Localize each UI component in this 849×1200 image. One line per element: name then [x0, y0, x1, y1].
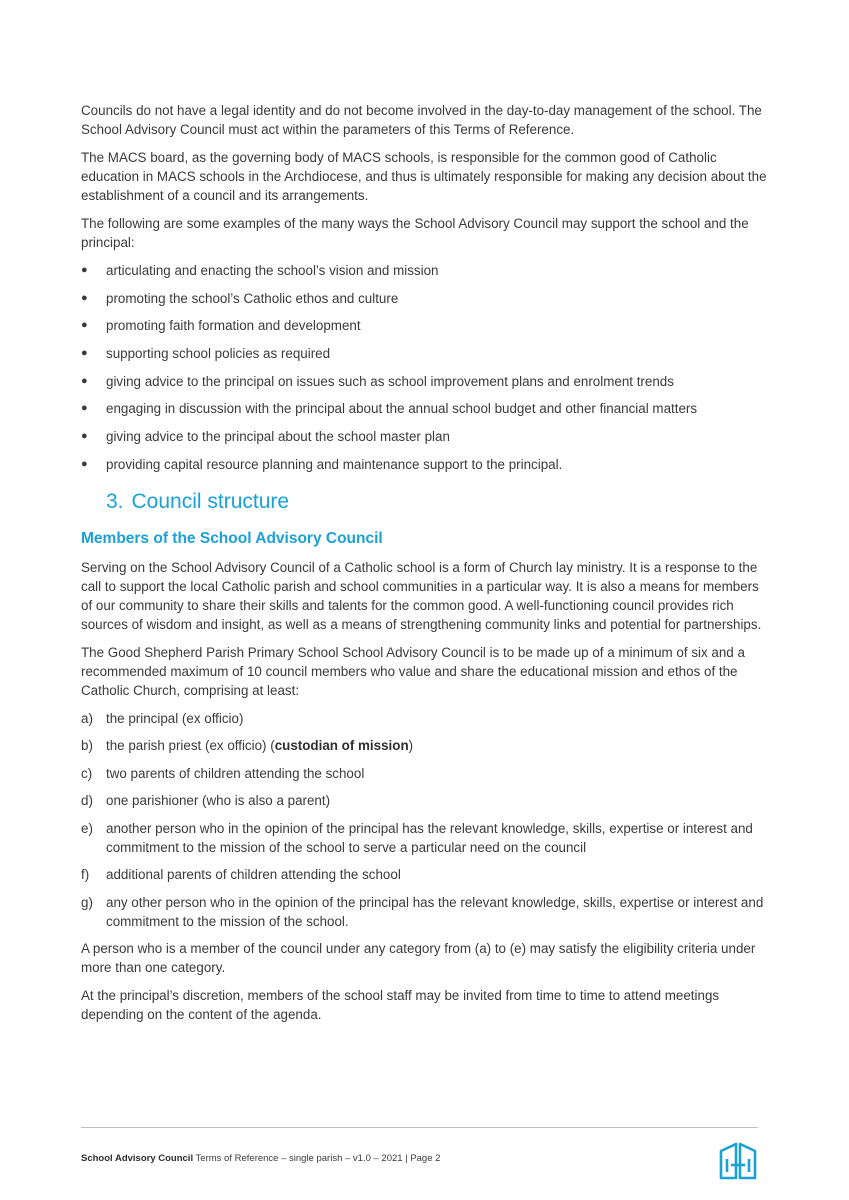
list-marker: a) [81, 710, 93, 726]
list-item-bold-text: custodian of mission [274, 738, 409, 754]
list-item-text: the parish priest (ex officio) ( [106, 738, 275, 754]
list-item: ● promoting faith formation and development [81, 316, 771, 335]
list-item [81, 865, 771, 884]
list-item-text: another person who in the opinion of the principal has the relevant knowledge, skills, expertise or interest and commitment to the mission of the school to serve a particular need on the council [106, 820, 753, 855]
list-item-text: two parents of children attending the school [106, 765, 365, 781]
list-marker: g) [81, 894, 93, 910]
page-content [81, 101, 771, 1033]
list-item: ● articulating and enacting the school’s vision and mission [81, 261, 771, 280]
list-item: ● engaging in discussion with the principal about the annual school budget and other financial matters [81, 399, 771, 418]
members-paragraph-2: The Good Shepherd Parish Primary School School Advisory Council is to be made up of a minimum of six and a recommended maximum of 10 council members who value and share the educational mission and ethos of the Catholic Church, comprising at least: [81, 644, 745, 698]
closing-paragraph-1: A person who is a member of the council under any category from (a) to (e) may satisfy the eligibility criteria under more than one category. [81, 941, 756, 976]
list-marker: c) [81, 765, 93, 781]
list-item [81, 709, 771, 728]
list-marker: f) [81, 867, 90, 883]
footer-bold-title: School Advisory Council [81, 1153, 194, 1164]
intro-paragraph-3: The following are some examples of the many ways the School Advisory Council may support the school and the principal: [81, 216, 749, 250]
footer-rest: Terms of Reference – single parish – v1.0 – 2021 | Page 2 [193, 1153, 441, 1164]
list-item-text: additional parents of children attending the school [106, 867, 401, 883]
support-bullet-list [81, 261, 771, 474]
list-marker: b) [81, 738, 93, 754]
list-item-text: the principal (ex officio) [106, 710, 244, 726]
closing-paragraph-2: At the principal’s discretion, members of the school staff may be invited from time to time to attend meetings depending on the content of the agenda. [81, 988, 720, 1023]
list-item: ● promoting the school’s Catholic ethos and culture [81, 289, 771, 308]
section-number: 3. [106, 489, 124, 513]
list-item: ● giving advice to the principal on issues such as school improvement plans and enrolment trends [81, 372, 771, 391]
intro-paragraph-1: Councils do not have a legal identity and do not become involved in the day-to-day management of the school. The School Advisory Council must act within the parameters of this Terms of Reference. [81, 103, 762, 137]
subsection-heading: Members of the School Advisory Council [81, 529, 383, 547]
list-item-text-after: ) [408, 738, 414, 754]
list-item: ● supporting school policies as required [81, 344, 771, 363]
section-heading [106, 488, 771, 516]
members-paragraph-1: Serving on the School Advisory Council of a Catholic school is a form of Church lay ministry. It is a response to the call to support the local Catholic parish and school communities in a particular way. It is also a means for members of our community to share their skills and talents for the common good. A well-functioning council provides rich sources of wisdom and insight, as well as a means of strengthening community links and potential for partnerships. [81, 559, 762, 632]
section-title: Council structure [131, 489, 290, 513]
list-item [81, 893, 771, 931]
list-item: ● giving advice to the principal about the school master plan [81, 427, 771, 446]
members-list [81, 709, 771, 931]
list-item [81, 736, 771, 755]
list-item: ● providing capital resource planning and maintenance support to the principal. [81, 455, 771, 474]
list-item-text: any other person who in the opinion of the principal has the relevant knowledge, skills, expertise or interest and commitment to the mission of the school. [106, 894, 764, 929]
list-item [81, 764, 771, 783]
list-item [81, 819, 771, 857]
list-item [81, 791, 771, 810]
list-marker: d) [81, 793, 93, 809]
intro-paragraph-2: The MACS board, as the governing body of MACS schools, is responsible for the common good of Catholic education in MACS schools in the Archdiocese, and thus is ultimately responsible for making any decision about the establishment of a council and its arrangements. [81, 150, 767, 203]
footer-divider [81, 1127, 758, 1128]
list-marker: e) [81, 820, 93, 836]
list-item-text: one parishioner (who is also a parent) [106, 793, 331, 809]
footer-text [81, 1153, 440, 1164]
macs-logo-icon [719, 1141, 757, 1181]
